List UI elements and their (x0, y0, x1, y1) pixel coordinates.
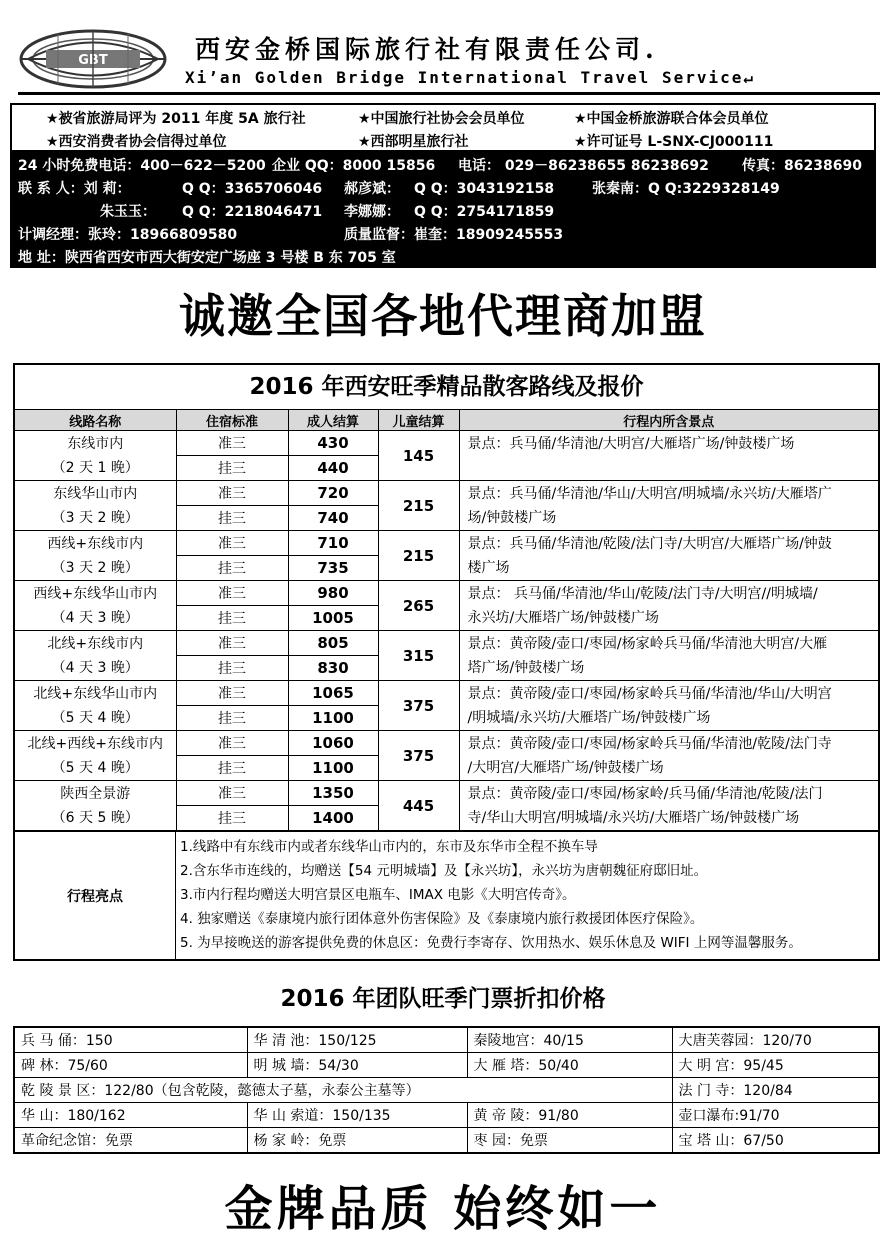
contact-name-qq: 张秦南：Q Q:3229328149 (592, 181, 780, 197)
highlight-item: 1.线路中有东线市内或者东线华山市内的，东市及东华市全程不换车导 (180, 839, 598, 855)
route-name (15, 531, 176, 581)
contact-block (10, 150, 876, 268)
adult-price: 830 (288, 656, 378, 681)
adult-price: 710 (288, 531, 378, 556)
adult-price: 1350 (288, 781, 378, 806)
routes-header-row (15, 410, 878, 431)
contact-qq: Q Q：3043192158 (414, 181, 555, 197)
route-spots (459, 631, 878, 681)
company-qq: 企业 QQ：8000 15856 (272, 158, 436, 174)
ticket-row (15, 1128, 878, 1153)
adult-price: 1005 (288, 606, 378, 631)
spots-line: 寺/华山大明宫/明城墙/永兴坊/大雁塔广场/钟鼓楼广场 (467, 809, 800, 826)
route-days: （6 天 5 晚） (51, 809, 139, 826)
lodging-standard: 挂三 (176, 506, 288, 531)
spots-line: 景点：黄帝陵/壶口/枣园/杨家岭兵马俑/华清池大明宫/大雁 (467, 635, 828, 652)
spots-line: 景点：黄帝陵/壶口/枣园/杨家岭/兵马俑/华清池/乾陵/法门 (467, 785, 823, 802)
lodging-standard: 准三 (176, 681, 288, 706)
route-name-text: 西线+东线市内 (47, 535, 144, 552)
child-price: 215 (378, 531, 459, 581)
spots-line: 景点：黄帝陵/壶口/枣园/杨家岭兵马俑/华清池/华山/大明宫 (467, 685, 832, 702)
ticket-cell: 大 雁 塔：50/40 (467, 1053, 672, 1078)
adult-price: 1100 (288, 756, 378, 781)
adult-price: 430 (288, 431, 378, 456)
col-header: 行程内所含景点 (459, 410, 878, 431)
route-name (15, 681, 176, 731)
spots-line: 楼广场 (467, 559, 510, 576)
routes-table (15, 410, 878, 831)
svg-text:GBT: GBT (78, 53, 108, 68)
highlight-item: 2.含东华市连线的，均赠送【54 元明城墙】及【永兴坊】，永兴坊为唐朝魏征府邸旧址。 (180, 863, 708, 879)
route-days: （4 天 3 晚） (51, 659, 139, 676)
spots-line (468, 456, 875, 480)
ticket-row (15, 1078, 878, 1103)
highlights-list (176, 832, 878, 959)
highlight-item: 4. 独家赠送《泰康境内旅行团体意外伤害保险》及《泰康境内旅行救援团体医疗保险》。 (180, 911, 704, 927)
lodging-standard: 准三 (176, 731, 288, 756)
adult-price: 1400 (288, 806, 378, 831)
routes-title: 2016 年西安旺季精品散客路线及报价 (15, 365, 878, 410)
spots-line: 场/钟鼓楼广场 (467, 509, 557, 526)
spots-line: /大明宫/大雁塔广场/钟鼓楼广场 (467, 759, 664, 776)
route-name-text: 陕西全景游 (60, 785, 131, 802)
route-name-text: 北线+东线市内 (47, 635, 144, 652)
route-name-text: 北线+东线华山市内 (33, 685, 158, 702)
route-days: （3 天 2 晚） (51, 509, 139, 526)
adult-price: 440 (288, 456, 378, 481)
route-spots (459, 481, 878, 531)
route-spots (459, 681, 878, 731)
ticket-cell: 华 清 池：150/125 (247, 1028, 467, 1053)
lodging-standard: 准三 (176, 781, 288, 806)
lodging-standard: 挂三 (176, 806, 288, 831)
ticket-cell: 壶口瀑布:91/70 (672, 1103, 878, 1128)
spots-line: 景点：兵马俑/华清池/华山/大明宫/明城墙/永兴坊/大雁塔广 (467, 485, 832, 502)
highlight-item: 3.市内行程均赠送大明宫景区电瓶车、IMAX 电影《大明宫传奇》。 (180, 887, 576, 903)
lodging-standard: 挂三 (176, 456, 288, 481)
ticket-cell: 明 城 墙：54/30 (247, 1053, 467, 1078)
tickets-table (15, 1028, 878, 1152)
company-logo (18, 28, 168, 90)
credential-item: ★西安消费者协会信得过单位 (46, 134, 227, 150)
quality-supervisor: 质量监督：崔奎：18909245553 (344, 227, 564, 243)
child-price: 375 (378, 681, 459, 731)
ticket-cell: 华 山 索道：150/135 (247, 1103, 467, 1128)
ticket-cell: 大 明 宫：95/45 (672, 1053, 878, 1078)
route-days: （4 天 3 晚） (51, 609, 139, 626)
col-header: 住宿标准 (176, 410, 288, 431)
ticket-cell: 大唐芙蓉园：120/70 (672, 1028, 878, 1053)
col-header: 线路名称 (15, 410, 176, 431)
company-name-cn: 西安金桥国际旅行社有限责任公司. (195, 35, 659, 64)
ticket-row (15, 1103, 878, 1128)
route-days: （2 天 1 晚） (51, 459, 139, 476)
credential-item: ★中国金桥旅游联合体会员单位 (574, 111, 769, 127)
adult-price: 740 (288, 506, 378, 531)
ticket-cell: 杨 家 岭：免票 (247, 1128, 467, 1153)
route-spots (459, 581, 878, 631)
spots-line: 景点：黄帝陵/壶口/枣园/杨家岭兵马俑/华清池/乾陵/法门寺 (467, 735, 832, 752)
tickets-title: 2016 年团队旺季门票折扣价格 (280, 986, 606, 1012)
ticket-row (15, 1053, 878, 1078)
routes-panel (13, 363, 880, 961)
route-name (15, 481, 176, 531)
route-row (15, 581, 878, 606)
adult-price: 1100 (288, 706, 378, 731)
route-name (15, 781, 176, 831)
route-spots (459, 781, 878, 831)
ticket-row (15, 1028, 878, 1053)
route-name (15, 581, 176, 631)
contact-name: 郝彦斌： (344, 181, 400, 197)
spots-line: 景点： 兵马俑/华清池/华山/乾陵/法门寺/大明宫//明城墙/ (467, 585, 818, 602)
contact-qq: Q Q：2218046471 (182, 204, 323, 220)
ticket-cell: 宝 塔 山：67/50 (672, 1128, 878, 1153)
address: 地 址：陕西省西安市西大街安定广场座 3 号楼 B 东 705 室 (18, 250, 396, 266)
route-spots (459, 431, 878, 481)
route-name (15, 731, 176, 781)
fax: 传真：86238690 (742, 158, 862, 174)
contact-name: 李娜娜： (344, 204, 400, 220)
route-row (15, 781, 878, 806)
highlight-item: 5. 为早接晚送的游客提供免费的休息区：免费行李寄存、饮用热水、娱乐休息及 WIFI 上网等温馨服务。 (180, 935, 802, 951)
ticket-cell: 法 门 寺：120/84 (672, 1078, 878, 1103)
adult-price: 980 (288, 581, 378, 606)
hotline: 24 小时免费电话：400－622－5200 (18, 158, 266, 174)
highlights-section (15, 831, 878, 959)
route-row (15, 631, 878, 656)
highlights-label: 行程亮点 (15, 832, 176, 959)
lodging-standard: 准三 (176, 431, 288, 456)
header-divider (18, 92, 880, 95)
lodging-standard: 准三 (176, 481, 288, 506)
child-price: 215 (378, 481, 459, 531)
lodging-standard: 挂三 (176, 556, 288, 581)
spots-line: 塔广场/钟鼓楼广场 (467, 659, 585, 676)
col-header: 儿童结算 (378, 410, 459, 431)
spots-line: /明城墙/永兴坊/大雁塔广场/钟鼓楼广场 (467, 709, 711, 726)
contact-name: 朱玉玉： (100, 204, 156, 220)
ticket-cell: 黄 帝 陵：91/80 (467, 1103, 672, 1128)
spots-line: 景点：兵马俑/华清池/大明宫/大雁塔广场/钟鼓楼广场 (467, 435, 795, 452)
route-days: （5 天 4 晚） (51, 709, 139, 726)
phone: 电话： 029－86238655 86238692 (458, 158, 709, 174)
ticket-cell: 兵 马 俑：150 (15, 1028, 247, 1053)
child-price: 315 (378, 631, 459, 681)
contacts-label: 联 系 人：刘 莉： (18, 181, 131, 197)
route-spots (459, 531, 878, 581)
route-name-text: 北线+西线+东线市内 (27, 735, 163, 752)
route-row (15, 431, 878, 456)
lodging-standard: 准三 (176, 581, 288, 606)
footer-slogan: 金牌品质 始终如一 (224, 1181, 662, 1237)
route-row (15, 481, 878, 506)
route-spots (459, 731, 878, 781)
adult-price: 720 (288, 481, 378, 506)
adult-price: 1065 (288, 681, 378, 706)
adult-price: 805 (288, 631, 378, 656)
ticket-cell: 碑 林：75/60 (15, 1053, 247, 1078)
contact-qq: Q Q：2754171859 (414, 204, 555, 220)
tickets-panel (13, 1026, 880, 1154)
child-price: 445 (378, 781, 459, 831)
route-row (15, 731, 878, 756)
route-row (15, 681, 878, 706)
adult-price: 735 (288, 556, 378, 581)
lodging-standard: 准三 (176, 531, 288, 556)
lodging-standard: 挂三 (176, 656, 288, 681)
lodging-standard: 挂三 (176, 756, 288, 781)
manager: 计调经理：张玲：18966809580 (18, 227, 238, 243)
ticket-cell: 秦陵地宫：40/15 (467, 1028, 672, 1053)
credentials-box (10, 103, 876, 150)
child-price: 375 (378, 731, 459, 781)
contact-qq: Q Q：3365706046 (182, 181, 323, 197)
spots-line: 永兴坊/大雁塔广场/钟鼓楼广场 (467, 609, 659, 626)
credential-item: ★中国旅行社协会会员单位 (358, 111, 525, 127)
route-name-text: 东线华山市内 (53, 485, 138, 502)
child-price: 265 (378, 581, 459, 631)
credential-item: ★许可证号 L-SNX-CJ000111 (574, 134, 774, 150)
route-name (15, 431, 176, 481)
route-name-text: 西线+东线华山市内 (33, 585, 158, 602)
ticket-cell: 枣 园：免票 (467, 1128, 672, 1153)
lodging-standard: 挂三 (176, 606, 288, 631)
spots-line: 景点：兵马俑/华清池/乾陵/法门寺/大明宫/大雁塔广场/钟鼓 (467, 535, 832, 552)
ticket-cell: 华 山：180/162 (15, 1103, 247, 1128)
company-name-en: Xi’an Golden Bridge International Travel Service↵ (185, 68, 756, 87)
route-name (15, 631, 176, 681)
credential-item: ★西部明星旅行社 (358, 134, 469, 150)
route-days: （3 天 2 晚） (51, 559, 139, 576)
lodging-standard: 准三 (176, 631, 288, 656)
adult-price: 1060 (288, 731, 378, 756)
col-header: 成人结算 (288, 410, 378, 431)
route-name-text: 东线市内 (67, 435, 124, 452)
child-price: 145 (378, 431, 459, 481)
ticket-cell: 革命纪念馆：免票 (15, 1128, 247, 1153)
recruit-slogan: 诚邀全国各地代理商加盟 (179, 289, 707, 343)
route-days: （5 天 4 晚） (51, 759, 139, 776)
route-row (15, 531, 878, 556)
ticket-cell: 乾 陵 景 区：122/80（包含乾陵，懿德太子墓，永泰公主墓等） (15, 1078, 672, 1103)
credential-item: ★被省旅游局评为 2011 年度 5A 旅行社 (46, 111, 306, 127)
lodging-standard: 挂三 (176, 706, 288, 731)
